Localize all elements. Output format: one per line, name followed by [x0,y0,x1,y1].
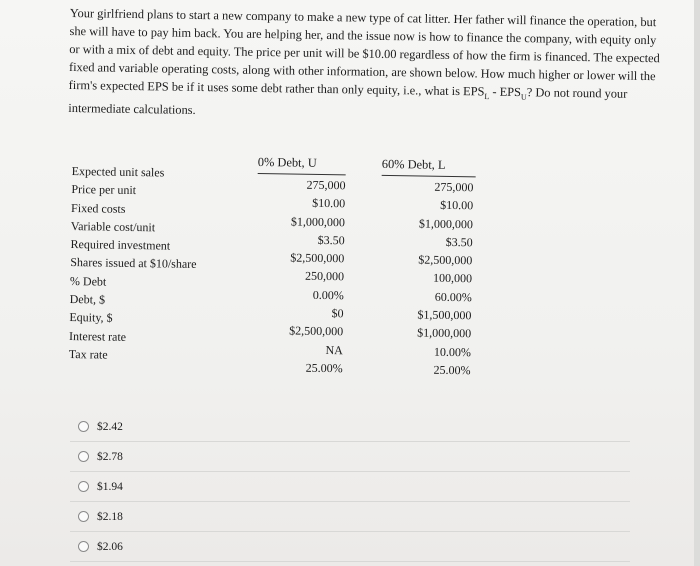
row-label: Required investment [70,237,171,253]
answer-choices [70,412,630,562]
radio-button-icon[interactable] [78,541,89,552]
answer-option[interactable] [70,502,630,532]
unlevered-value: 0.00% [312,287,344,303]
question-body: Your girlfriend plans to start a new company to make a new type of cat litter. Her father will finance the operation, but she will have to pay him back. You are helping her, and the issue now is how to finance the company, with equity only or with a mix of debt and equity. The price per unit will be $10.00 regardless of how the firm is financed. The expected fixed and variable operating costs, along with other information, are shown below. How much higher or lower will the firm's expected EPS be if it uses some debt rather than only equity, i.e., what is EPS [68,5,660,99]
unlevered-value: 250,000 [304,269,345,284]
row-label: Equity, $ [69,310,113,326]
levered-column [380,177,473,380]
radio-button-icon[interactable] [78,481,89,492]
answer-label: $2.78 [97,450,123,463]
answer-label: $1.94 [97,480,123,493]
answer-option[interactable] [70,532,630,562]
row-label: Expected unit sales [71,164,165,180]
radio-button-icon[interactable] [78,451,89,462]
radio-button-icon[interactable] [78,421,89,432]
levered-value: 60.00% [434,289,472,305]
unlevered-value: $1,000,000 [290,214,346,229]
answer-option[interactable] [70,472,630,502]
answer-label: $2.06 [97,540,123,553]
unlevered-value: 275,000 [306,177,346,193]
radio-button-icon[interactable] [78,511,89,522]
unlevered-value: $2,500,000 [289,323,344,339]
eps-l-subscript: L [484,91,490,102]
unlevered-value: $2,500,000 [290,250,345,266]
row-label: Shares issued at $10/share [70,255,197,272]
row-labels [69,162,198,365]
eps-u-subscript: U [520,92,527,102]
row-label: Debt, $ [69,292,106,307]
unlevered-value: NA [325,342,344,357]
levered-value: $10.00 [440,198,474,213]
answer-option[interactable] [70,442,630,472]
row-label: Interest rate [69,328,127,344]
unlevered-value: $0 [331,306,344,321]
row-label: % Debt [69,273,107,289]
answer-option[interactable] [70,412,630,442]
levered-value: 275,000 [434,179,474,195]
question-tail: ? Do not round your intermediate calculations. [68,85,628,118]
page-edge [694,0,700,566]
levered-value: $3.50 [445,234,473,250]
row-label: Fixed costs [71,200,126,216]
levered-value: 10.00% [433,344,472,359]
question-mid: - EPS [489,84,522,100]
answer-label: $2.42 [97,420,123,433]
row-label: Variable cost/unit [70,218,156,235]
header-levered: 60% Debt, L [382,157,476,177]
levered-value: $1,000,000 [417,325,472,341]
answer-label: $2.18 [97,510,123,523]
row-label: Tax rate [68,346,108,362]
financing-table [66,152,490,399]
row-label: Price per unit [71,182,137,198]
levered-value: $1,000,000 [418,216,474,231]
levered-value: $1,500,000 [417,307,472,323]
levered-value: 25.00% [433,362,471,378]
header-unlevered: 0% Debt, U [258,155,346,175]
unlevered-value: 25.00% [305,360,343,376]
unlevered-column [255,175,346,378]
unlevered-value: $10.00 [312,196,346,211]
levered-value: 100,000 [432,271,473,286]
levered-value: $2,500,000 [418,252,473,268]
unlevered-value: $3.50 [317,232,345,248]
question-text [68,4,670,127]
